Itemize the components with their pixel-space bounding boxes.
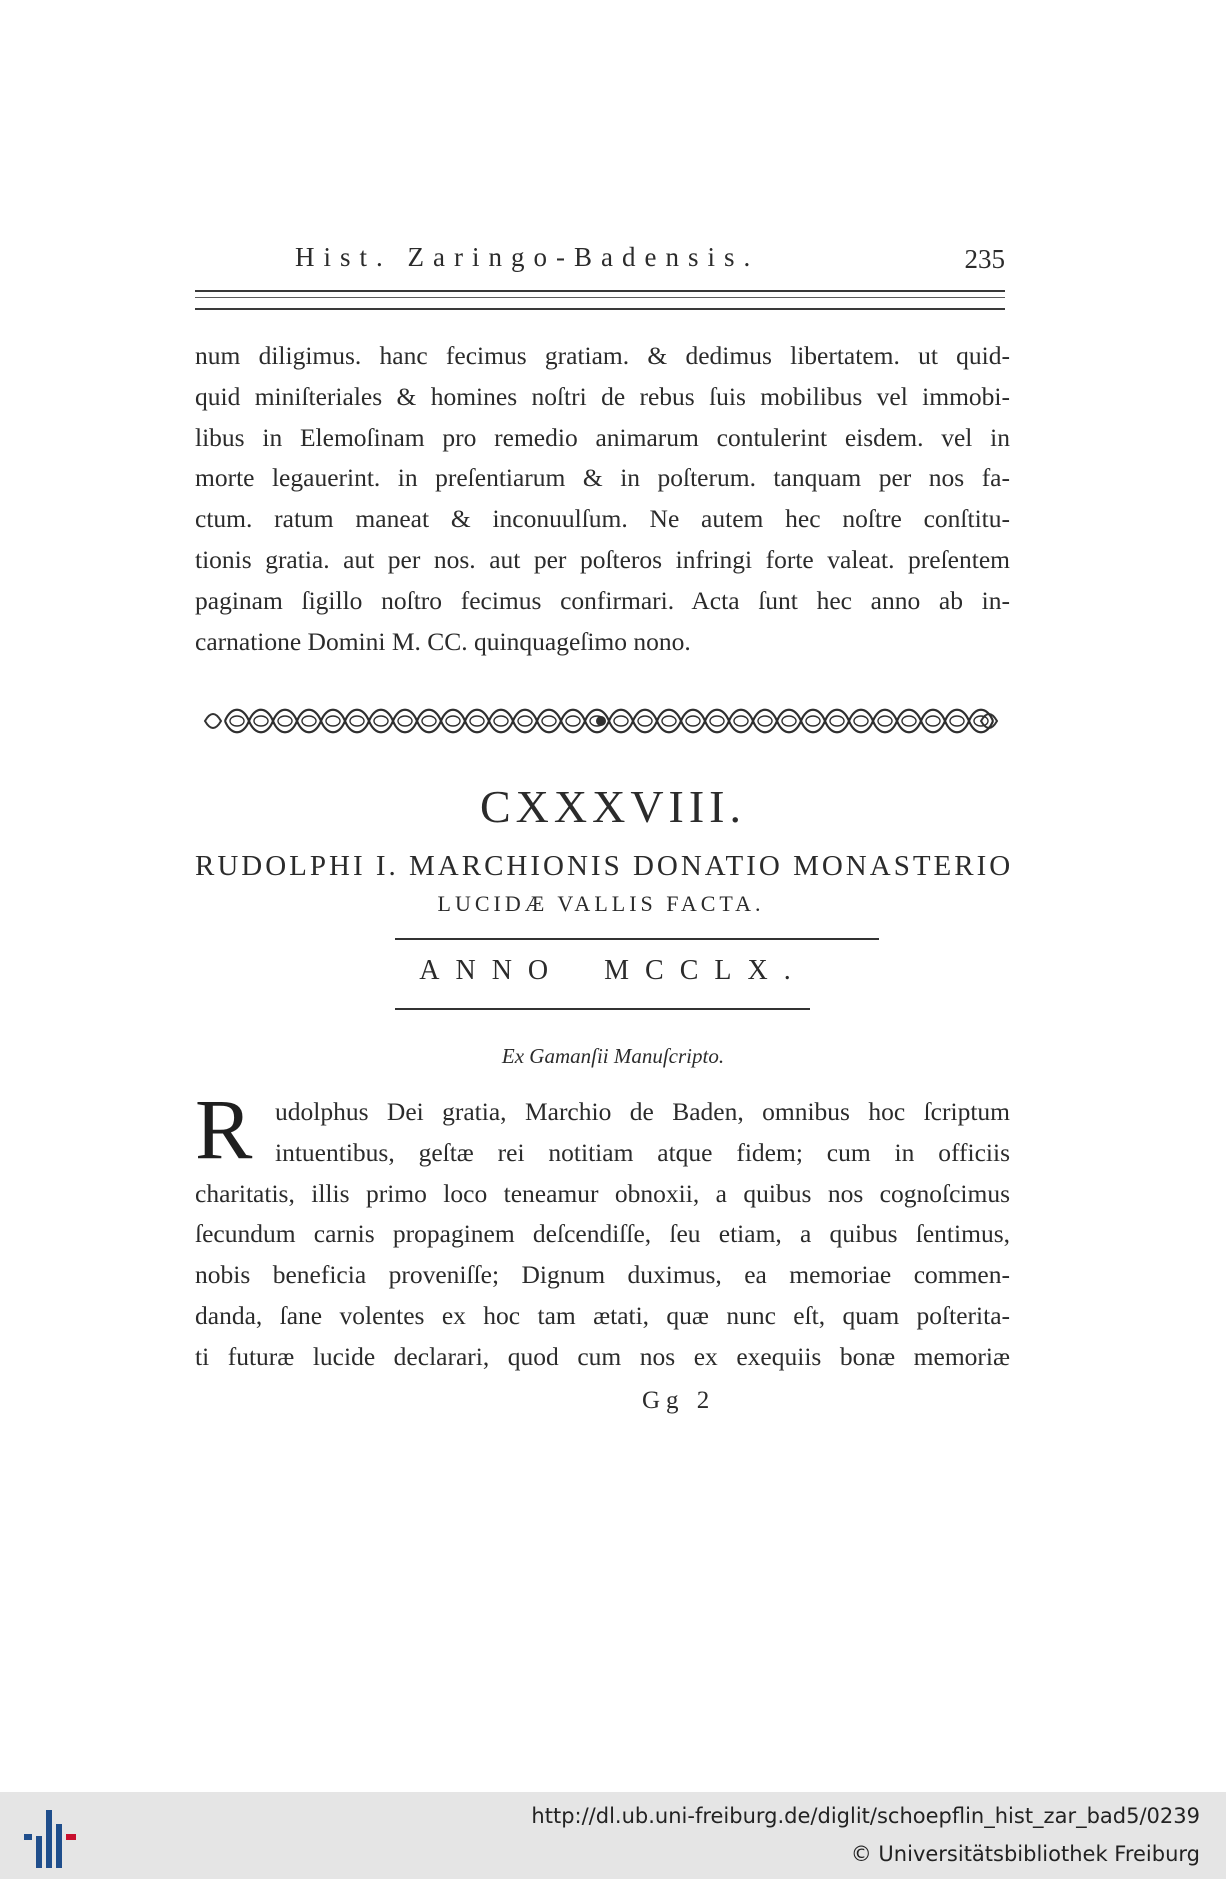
text-line: nobis beneficia proveniſſe; Dignum duximus, ea memoriae commen-	[195, 1260, 1010, 1290]
text-line: ctum. ratum maneat & inconuulſum. Ne autem hec noſtre conſtitu-	[195, 504, 1010, 534]
source-note: Ex Gamanſii Manuſcripto.	[501, 1044, 725, 1068]
text-line: udolphus Dei gratia, Marchio de Baden, omnibus hoc ſcriptum	[275, 1097, 1010, 1126]
text-line: morte legauerint. in preſentiarum & in poſterum. tanquam per nos fa-	[195, 463, 1010, 493]
text-line: paginam ſigillo noſtro fecimus confirmari. Acta ſunt hec anno ab in-	[195, 585, 1010, 615]
text-line: num diligimus. hanc fecimus gratiam. & dedimus libertatem. ut quid-	[195, 341, 1010, 370]
text-line: ſecundum carnis propaginem deſcendiſſe, ſeu etiam, a quibus ſentimus,	[195, 1219, 1010, 1249]
text-line: intuentibus, geſtæ rei notitiam atque fidem; cum in officiis	[275, 1137, 1010, 1167]
catchword-signature: Gg 2	[642, 1387, 716, 1414]
header-rule	[195, 290, 1005, 292]
title-rule	[395, 1008, 810, 1010]
header-rule	[195, 297, 1005, 298]
footer-bar	[0, 1792, 1226, 1879]
drop-cap-initial: R	[195, 1081, 253, 1177]
text-line: ti futuræ lucide declarari, quod cum nos ex exequiis bonæ memoriæ	[195, 1341, 1010, 1371]
text-line: quid miniſteriales & homines noſtri de rebus ſuis mobilibus vel immobi-	[195, 381, 1010, 411]
copyright-text: © Universitätsbibliothek Freiburg	[850, 1842, 1200, 1866]
header-rule	[195, 308, 1005, 310]
document-subtitle: LUCIDÆ VALLIS FACTA.	[437, 891, 765, 916]
document-body	[195, 1092, 1010, 1378]
continuation-paragraph	[195, 336, 1010, 662]
text-line: charitatis, illis primo loco teneamur obnoxii, a quibus nos cognoſcimus	[195, 1178, 1010, 1208]
title-rule	[395, 938, 879, 940]
document-number: CXXXVIII.	[479, 781, 746, 832]
running-head	[195, 238, 1005, 278]
year-numeral: MCCLX.	[604, 955, 807, 986]
page-number: 235	[964, 244, 1005, 274]
year-heading	[0, 955, 1226, 987]
running-title: Hist. Zaringo-Badensis.	[295, 242, 760, 272]
text-line: tionis gratia. aut per nos. aut per poſteros infringi forte valeat. preſentem	[195, 544, 1010, 574]
braided-ornament-divider	[195, 700, 1007, 742]
text-line: libus in Elemoſinam pro remedio animarum contulerint eisdem. vel in	[195, 422, 1010, 452]
text-line: danda, ſane volentes ex hoc tam ætati, quæ nunc eſt, quam poſterita-	[195, 1300, 1010, 1330]
document-title: RUDOLPHI I. MARCHIONIS DONATIO MONASTERIO	[195, 850, 1014, 882]
ub-freiburg-logo-icon[interactable]	[22, 1806, 82, 1868]
text-line: carnatione Domini M. CC. quinquageſimo nono.	[195, 626, 691, 656]
year-word: ANNO	[419, 955, 565, 986]
source-url-link[interactable]: http://dl.ub.uni-freiburg.de/diglit/schoepflin_hist_zar_bad5/0239	[531, 1804, 1200, 1828]
